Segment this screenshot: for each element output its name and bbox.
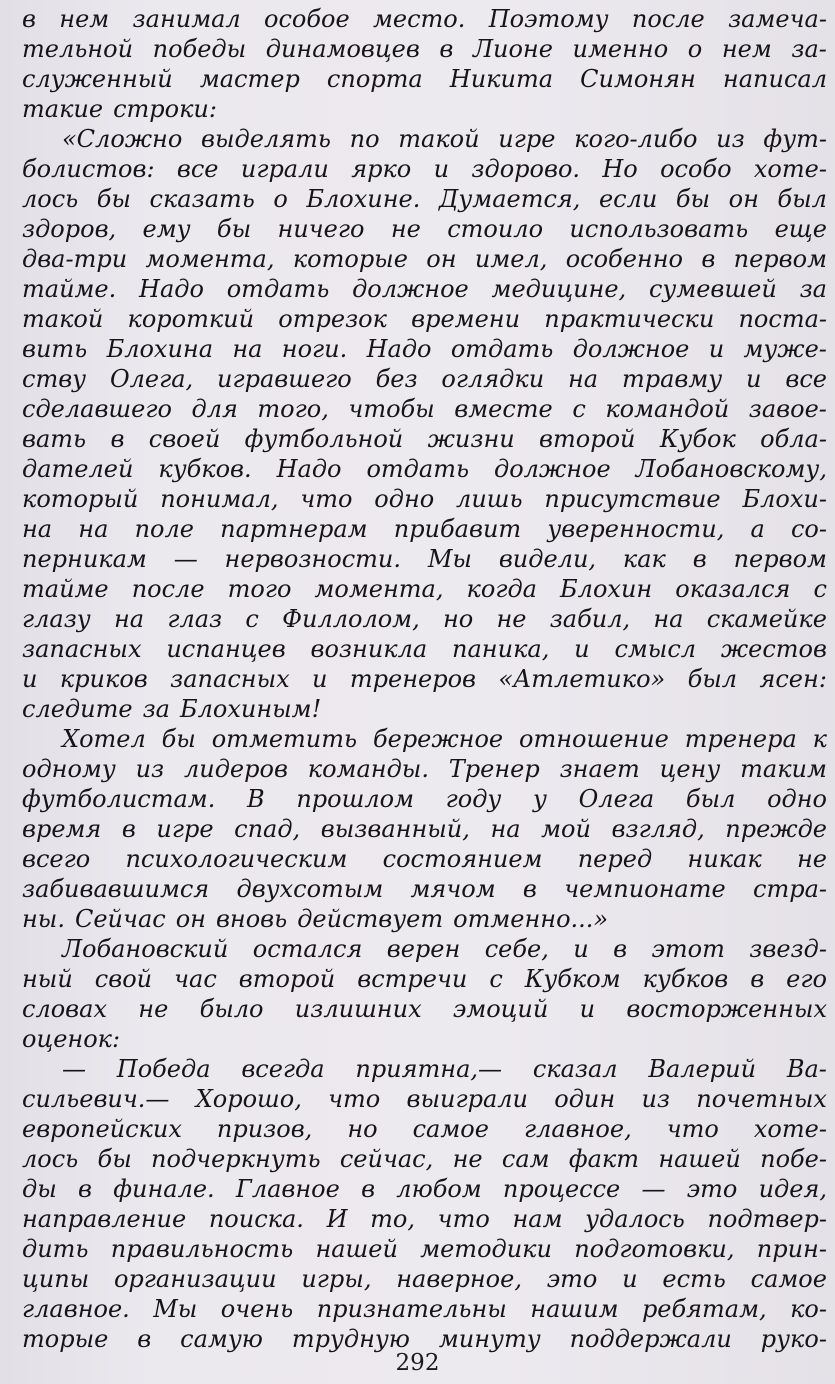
- text-line: футболистам. В прошлом году у Олега был одно: [22, 785, 827, 813]
- text-line: такой короткий отрезок времени практически поста-: [22, 305, 827, 333]
- text-line: дателей кубков. Надо отдать должное Лобановскому,: [22, 455, 827, 483]
- text-line: сделавшего для того, чтобы вместе с командой завое-: [22, 395, 827, 423]
- text-line: служенный мастер спорта Никита Симонян написал: [22, 65, 827, 93]
- text-line: словах не было излишних эмоций и восторженных: [22, 995, 827, 1023]
- text-line: — Победа всегда приятна,— сказал Валерий Ва-: [62, 1055, 827, 1083]
- text-line: дить правильность нашей методики подготовки, прин-: [22, 1235, 827, 1263]
- text-line: тайме. Надо отдать должное медицине, сумевшей за: [22, 275, 827, 303]
- text-line: ны. Сейчас он вновь действует отменно...»: [22, 905, 609, 933]
- text-line: запасных испанцев возникла паника, и смысл жестов: [22, 635, 827, 663]
- text-line: лось бы сказать о Блохине. Думается, если бы он был: [22, 185, 827, 213]
- text-line: ды в финале. Главное в любом процессе — это идея,: [22, 1175, 827, 1203]
- text-line: болистов: все играли ярко и здорово. Но особо хоте-: [22, 155, 827, 183]
- text-line: торые в самую трудную минуту поддержали руко-: [22, 1325, 827, 1353]
- text-line: сильевич.— Хорошо, что выиграли один из почетных: [22, 1085, 827, 1113]
- text-line: одному из лидеров команды. Тренер знает цену таким: [22, 755, 827, 783]
- text-line: направление поиска. И то, что нам удалось подтвер-: [22, 1205, 827, 1233]
- text-line: всего психологическим состоянием перед никак не: [22, 845, 827, 873]
- text-line: «Сложно выделять по такой игре кого-либо из фут-: [62, 125, 827, 153]
- text-line: оценок:: [22, 1025, 121, 1053]
- text-line: Лобановский остался верен себе, и в этот звезд-: [62, 935, 827, 963]
- text-line: время в игре спад, вызванный, на мой взгляд, прежде: [22, 815, 827, 843]
- text-line: лось бы подчеркнуть сейчас, не сам факт нашей побе-: [22, 1145, 827, 1173]
- text-line: такие строки:: [22, 95, 217, 123]
- text-line: и криков запасных и тренеров «Атлетико» был ясен:: [22, 665, 827, 693]
- text-line: вать в своей футбольной жизни второй Кубок обла-: [22, 425, 827, 453]
- text-line: перникам — нервозности. Мы видели, как в первом: [22, 545, 827, 573]
- page-number: 292: [395, 1350, 440, 1376]
- text-line: два-три момента, которые он имел, особенно в первом: [22, 245, 827, 273]
- text-line: ципы организации игры, наверное, это и есть самое: [22, 1265, 827, 1293]
- text-line: вить Блохина на ноги. Надо отдать должное и муже-: [22, 335, 827, 363]
- text-line: ству Олега, игравшего без оглядки на травму и все: [22, 365, 827, 393]
- text-line: главное. Мы очень признательны нашим ребятам, ко-: [22, 1295, 827, 1323]
- text-line: европейских призов, но самое главное, что хоте-: [22, 1115, 827, 1143]
- text-line: ный свой час второй встречи с Кубком кубков в его: [22, 965, 827, 993]
- text-line: Хотел бы отметить бережное отношение тренера к: [62, 725, 827, 753]
- text-line: следите за Блохиным!: [22, 695, 322, 723]
- text-line: глазу на глаз с Филлолом, но не забил, на скамейке: [22, 605, 827, 633]
- text-line: тайме после того момента, когда Блохин оказался с: [22, 575, 827, 603]
- text-line: здоров, ему бы ничего не стоило использовать еще: [22, 215, 827, 243]
- text-line: в нем занимал особое место. Поэтому после замеча-: [22, 5, 827, 33]
- text-line: который понимал, что одно лишь присутствие Блохи-: [22, 485, 827, 513]
- text-line: на на поле партнерам прибавит уверенности, а со-: [22, 515, 827, 543]
- text-line: тельной победы динамовцев в Лионе именно о нем за-: [22, 35, 827, 63]
- text-line: забивавшимся двухсотым мячом в чемпионате стра-: [22, 875, 827, 903]
